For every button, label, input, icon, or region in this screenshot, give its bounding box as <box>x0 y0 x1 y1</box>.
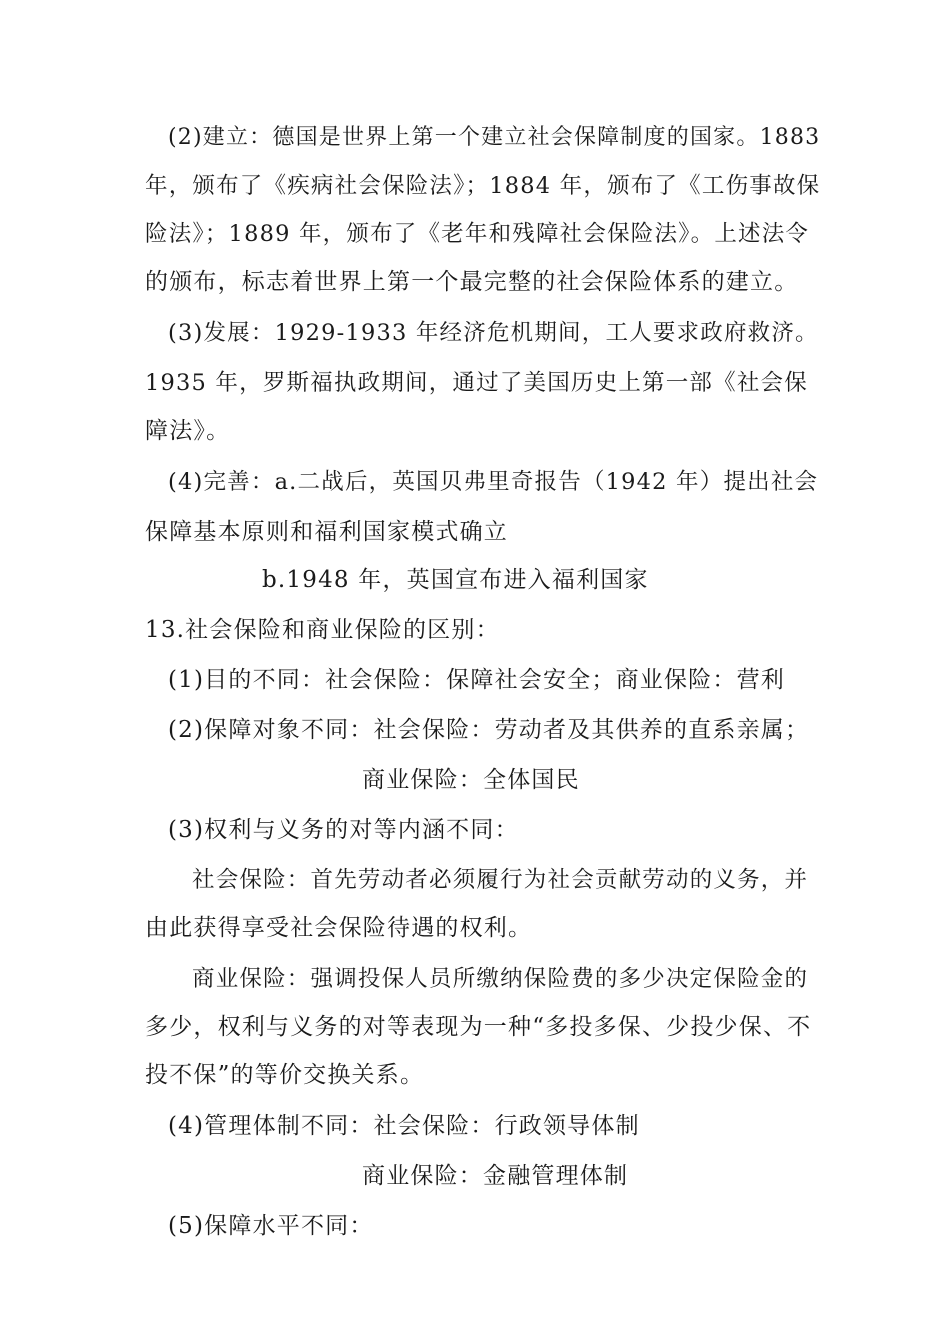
text-line: 商业保险：全体国民 <box>362 767 580 793</box>
text-line: 投不保”的等价交换关系。 <box>145 1062 425 1088</box>
text-line: b.1948 年，英国宣布进入福利国家 <box>262 567 649 593</box>
section-heading: 13.社会保险和商业保险的区别： <box>145 617 500 643</box>
text-line: 年，颁布了《疾病社会保险法》；1884 年，颁布了《工伤事故保 <box>145 173 821 199</box>
text-line: (2)保障对象不同：社会保险：劳动者及其供养的直系亲属； <box>168 717 810 743</box>
text-line: (5)保障水平不同： <box>168 1213 374 1239</box>
text-line: 商业保险：金融管理体制 <box>362 1163 629 1189</box>
text-line: 保障基本原则和福利国家模式确立 <box>145 519 508 545</box>
text-line: 社会保险：首先劳动者必须履行为社会贡献劳动的义务，并 <box>192 867 809 893</box>
text-line: 的颁布，标志着世界上第一个最完整的社会保险体系的建立。 <box>145 269 799 295</box>
text-line: (4)完善：a.二战后，英国贝弗里奇报告（1942 年）提出社会 <box>168 469 819 495</box>
text-line: (4)管理体制不同：社会保险：行政领导体制 <box>168 1113 640 1139</box>
text-line: (1)目的不同：社会保险：保障社会安全；商业保险：营利 <box>168 667 785 693</box>
text-line: (3)发展：1929-1933 年经济危机期间，工人要求政府救济。 <box>168 320 819 346</box>
text-line: 障法》。 <box>145 418 231 444</box>
text-line: (2)建立：德国是世界上第一个建立社会保障制度的国家。1883 <box>168 125 821 150</box>
text-line: (3)权利与义务的对等内涵不同： <box>168 817 519 843</box>
text-line: 险法》；1889 年，颁布了《老年和残障社会保险法》。上述法令 <box>145 221 810 247</box>
text-line: 商业保险：强调投保人员所缴纳保险费的多少决定保险金的 <box>192 966 809 992</box>
text-line: 多少，权利与义务的对等表现为一种“多投多保、少投少保、不 <box>145 1014 812 1040</box>
text-line: 由此获得享受社会保险待遇的权利。 <box>145 915 533 941</box>
text-line: 1935 年，罗斯福执政期间，通过了美国历史上第一部《社会保 <box>145 370 808 396</box>
